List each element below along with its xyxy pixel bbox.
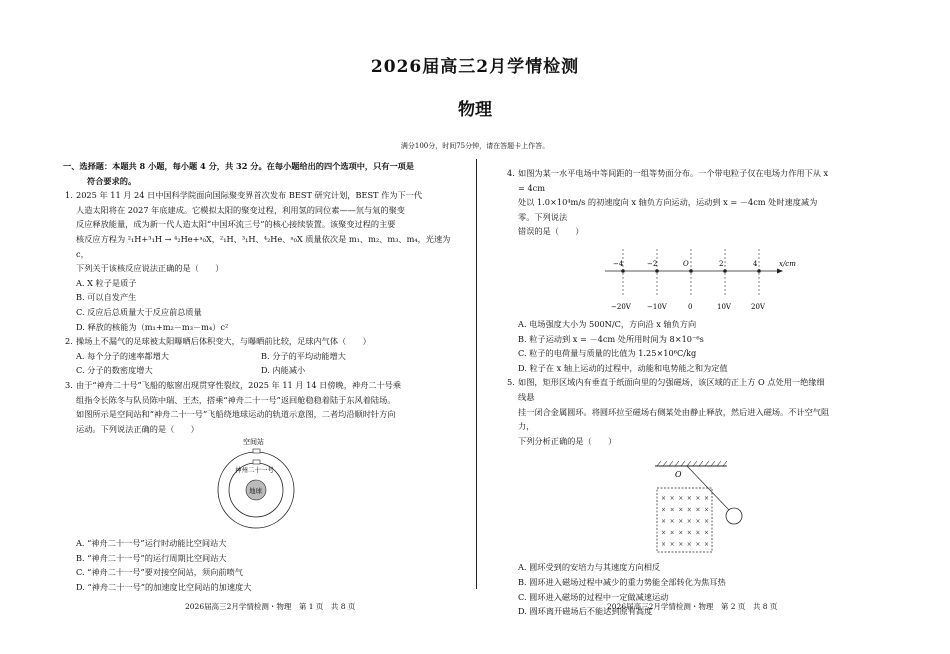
field-mark: × [695,506,701,514]
question-text: 人造太阳将在 2027 年底建成。它模拟太阳的聚变过程，利用氢的同位素——氘与氚的聚变 [76,204,405,215]
question-2 [63,334,453,349]
field-mark: × [704,529,710,537]
ship-icon [253,460,260,464]
page-title: 2026届高三2月学情检测 [370,57,580,77]
axis-point [621,269,625,273]
subject-title: 物理 [458,100,492,120]
question-text: 如图，矩形区域内有垂直于纸面向里的匀强磁场，该区域的正上方 O 点处用一绝缘细线悬 [518,377,825,402]
x-tick-label: 4 [753,259,758,268]
question-text: 组指令长陈冬与队员陈中瑞、王杰，搭乘“神舟二十一号”返回舱稳稳着陆于东风着陆场。 [76,394,396,405]
field-mark: × [678,495,684,503]
question-1 [63,188,453,276]
left-column [63,159,453,595]
question-text: 错误的是（ ） [518,226,584,237]
x-tick-label: 2 [719,259,724,268]
footer-right: 2026届高三2月学情检测・物理 第 2 页 共 8 页 [607,602,778,611]
question-text: 如图为某一水平电场中等间距的一组等势面分布。一个带电粒子仅在电场力作用下从 x = 4cm [518,168,829,193]
question-text: 下列分析正确的是（ ） [518,435,617,446]
option-c: C. 分子的数密度增大 [76,365,153,376]
field-mark: × [669,506,675,514]
option-d: D. 内能减小 [261,365,306,376]
x-tick-label: −2 [647,259,658,268]
ceiling-hatch [657,461,727,466]
station-label: 空间站 [243,438,264,447]
option-a: A. X 粒子是质子 [76,277,137,288]
option-b: B. “神舟二十一号”的运行周期比空间站大 [76,552,227,563]
question-text: 下列关于该核反应说法正确的是（ ） [76,263,224,274]
earth-label: 地球 [249,487,262,496]
pivot-label: O [675,470,682,480]
option-c: C. 圆环进入磁场的过程中一定做减速运动 [518,591,669,602]
field-mark: × [695,495,701,503]
question-number: 3. [65,379,73,390]
axis-arrow-icon [777,268,783,273]
potential-label: −20V [611,302,631,311]
option-a: A. “神舟二十一号”运行时动能比空间站大 [76,538,227,549]
right-column [505,166,830,619]
option-d: D. “神舟二十一号”的加速度比空间站的加速度大 [76,582,252,593]
field-mark: × [661,506,667,514]
option-a: A. 电场强度大小为 500N/C，方向沿 x 轴负方向 [518,318,697,329]
question-number: 5. [507,377,515,388]
option-b: B. 圆环进入磁场过程中减少的重力势能全部转化为焦耳热 [518,576,726,587]
field-mark: × [661,529,667,537]
field-mark: × [704,506,710,514]
potential-label: 0 [688,302,693,311]
field-mark: × [686,529,692,537]
question-text: 操场上不漏气的足球被太阳曝晒后体积变大，与曝晒前比较，足球内气体（ ） [76,336,371,347]
option-c: C. “神舟二十一号”要对接空间站，须向前喷气 [76,567,243,578]
orbit-figure [63,436,453,536]
option-b: B. 分子的平均动能增大 [261,350,346,361]
option-b: B. 可以自发产生 [76,292,137,303]
options-row [63,363,453,378]
field-mark: × [661,495,667,503]
field-mark: × [695,518,701,526]
question-text: 反应释放能量，成为新一代人造太阳“中国环流三号”的核心接续装置。该聚变过程的主要 [76,219,396,230]
ship-label: 神州二十一号 [235,466,274,475]
option-a: A. 每个分子的速率都增大 [76,350,169,361]
field-mark: × [704,541,710,549]
question-text: 如图所示是空间站和“神舟二十一号”飞船绕地球运动的轨道示意图，二者均沿顺时针方向 [76,409,396,420]
axis-point [723,269,727,273]
potential-label: −10V [647,302,667,311]
potential-figure [505,239,830,317]
question-text: 处以 1.0×10⁴m/s 的初速度向 x 轴负方向运动，运动到 x = －4cm 处时速度减为零。下列说法 [518,197,818,222]
station-icon [253,449,260,453]
field-mark: × [695,541,701,549]
question-4 [505,166,830,239]
field-mark: × [669,518,675,526]
x-tick-label: −4 [613,259,624,268]
field-marks [661,495,709,548]
option-a: A. 圆环受到的安培力与其速度方向相反 [518,562,661,573]
exam-note: 满分100分，时间75分钟，请在答题卡上作答。 [400,142,550,150]
footer-left: 2026届高三2月学情检测・物理 第 1 页 共 8 页 [185,602,356,611]
question-text: 2025 年 11 月 24 日中国科学院面向国际聚变界首次发布 BEST 研究计划，BEST 作为下一代 [76,190,423,201]
potential-label: 10V [717,302,731,311]
question-text: 由于“神舟二十号”飞船的舷窗出现贯穿性裂纹，2025 年 11 月 14 日傍晚，神舟二十号乘 [76,379,402,390]
orbit-diagram [63,436,453,536]
axis-point [689,269,693,273]
option-d: D. 粒子在 x 轴上运动的过程中，动能和电势能之和为定值 [518,362,728,373]
question-number: 4. [507,168,515,178]
potential-label: 20V [751,302,765,311]
field-mark: × [678,529,684,537]
question-text: 运动。下列说法正确的是（ ） [76,423,199,434]
question-3 [63,378,453,436]
field-mark: × [686,541,692,549]
magnetic-field-figure [505,448,830,560]
option-d: D. 释放的核能为（m₁+m₂－m₃－m₄）c² [76,321,229,332]
option-b: B. 粒子运动到 x = －4cm 处所用时间为 8×10⁻⁶s [518,333,704,344]
question-5 [505,375,830,448]
options-row [63,349,453,364]
field-mark: × [678,541,684,549]
option-d: D. 圆环离开磁场后不能达到原有高度 [518,606,653,617]
potential-diagram [505,239,830,317]
question-number: 1. [65,190,73,201]
field-mark: × [678,506,684,514]
metal-ring-icon [726,508,742,524]
option-c: C. 粒子的电荷量与质量的比值为 1.25×10⁶C/kg [518,348,697,359]
x-axis-unit: x/cm [779,259,796,268]
x-tick-label: O [683,259,689,268]
field-mark: × [686,506,692,514]
field-mark: × [669,541,675,549]
field-mark: × [669,529,675,537]
question-text: 挂一闭合金属圆环。将圆环拉至磁场右侧某处由静止释放，然后进入磁场。不计空气阻力， [518,406,830,432]
field-mark: × [686,495,692,503]
question-text: 核反应方程为 ²₁H+³₁H → ⁴₂He+ᵃ₀X，²₁H、³₁H、⁴₂He、ᵃ₀X 质量依次是 m₁、m₂、m₃、m₄，光速为 c， [76,233,451,259]
axis-point [655,269,659,273]
column-divider [476,159,477,589]
field-mark: × [661,541,667,549]
section-heading: 一、选择题：本题共 8 小题，每小题 4 分，共 32 分。在每小题给出的四个选项中，只有一项是 [63,161,415,171]
field-mark: × [686,518,692,526]
magnet-diagram [505,448,830,560]
question-number: 2. [65,336,73,347]
axis-point [757,269,761,273]
field-mark: × [678,518,684,526]
field-mark: × [695,529,701,537]
field-mark: × [661,518,667,526]
option-c: C. 反应后总质量大于反应前总质量 [76,306,202,317]
field-mark: × [669,495,675,503]
section-heading-2: 符合要求的。 [87,175,137,186]
field-mark: × [704,495,710,503]
field-mark: × [704,518,710,526]
